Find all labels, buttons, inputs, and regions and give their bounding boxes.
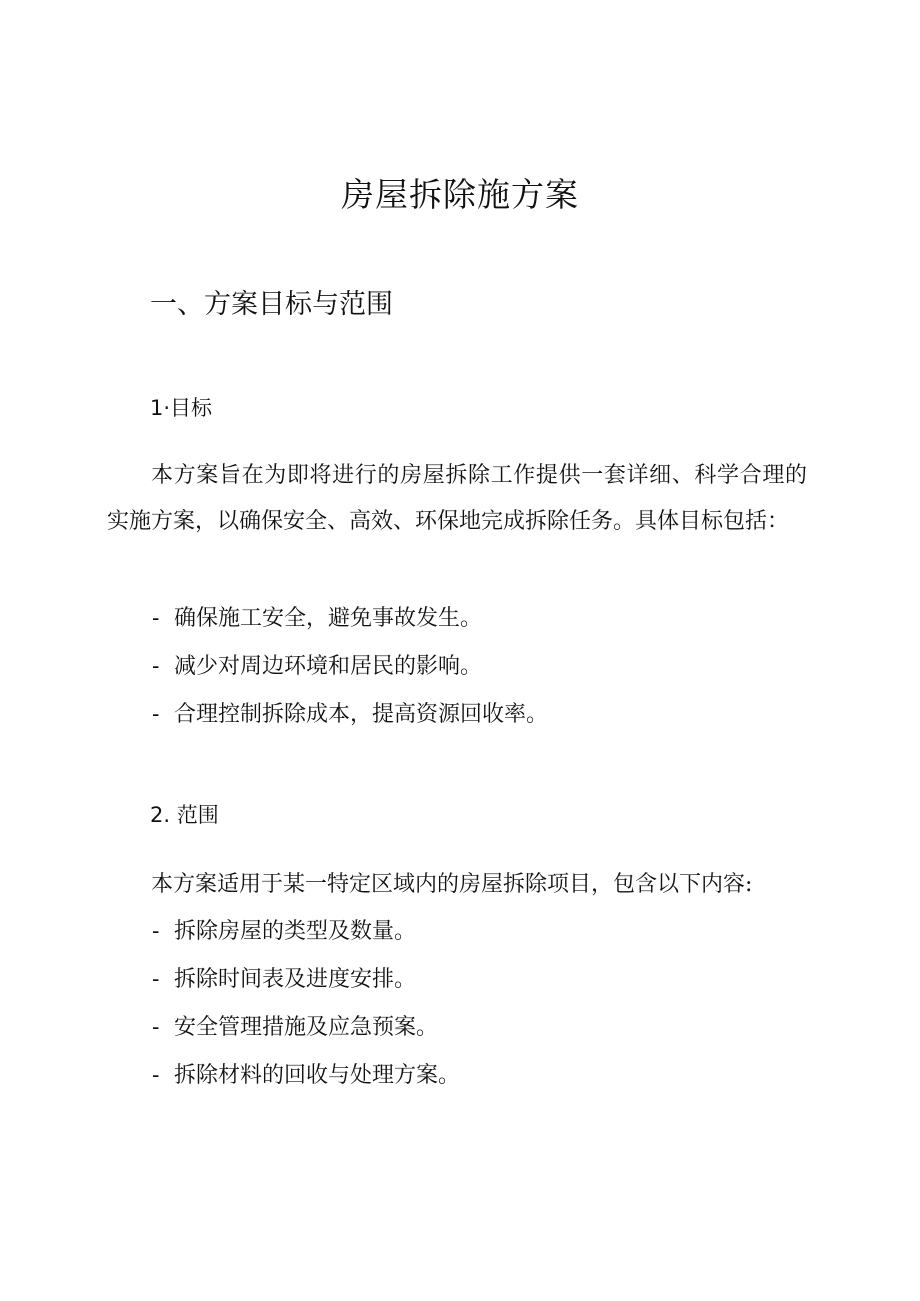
bullet-marker: -: [152, 702, 160, 727]
section-heading: 一、方案目标与范围: [150, 289, 393, 320]
list-item: [152, 956, 460, 1004]
list-item-text: 拆除房屋的类型及数量。: [174, 919, 417, 944]
list-item: [152, 1052, 460, 1100]
list-item-text: 拆除材料的回收与处理方案。: [174, 1063, 461, 1088]
list-item: [152, 908, 460, 956]
document-title: 房屋拆除施方案: [341, 175, 579, 214]
bullet-marker: -: [152, 1015, 160, 1040]
bullet-marker: -: [152, 919, 160, 944]
list-item: [152, 595, 548, 643]
scope-list: [152, 908, 460, 1100]
scope-heading: 2. 范围: [150, 803, 219, 827]
list-item-text: 拆除时间表及进度安排。: [174, 967, 417, 992]
list-item-text: 确保施工安全，避免事故发生。: [174, 606, 483, 631]
goal-list: [152, 595, 548, 739]
bullet-marker: -: [152, 654, 160, 679]
scope-paragraph: 本方案适用于某一特定区域内的房屋拆除项目，包含以下内容:: [151, 872, 753, 897]
list-item-text: 合理控制拆除成本，提高资源回收率。: [174, 702, 549, 727]
bullet-marker: -: [152, 606, 160, 631]
bullet-marker: -: [152, 1063, 160, 1088]
goal-heading: 1·目标: [150, 396, 213, 420]
goal-paragraph: 本方案旨在为即将进行的房屋拆除工作提供一套详细、科学合理的实施方案，以确保安全、高效、环保地完成拆除任务。具体目标包括：: [107, 463, 807, 534]
bullet-marker: -: [152, 967, 160, 992]
list-item: [152, 691, 548, 739]
list-item: [152, 643, 548, 691]
list-item-text: 安全管理措施及应急预案。: [174, 1015, 439, 1040]
list-item-text: 减少对周边环境和居民的影响。: [174, 654, 483, 679]
list-item: [152, 1004, 460, 1052]
